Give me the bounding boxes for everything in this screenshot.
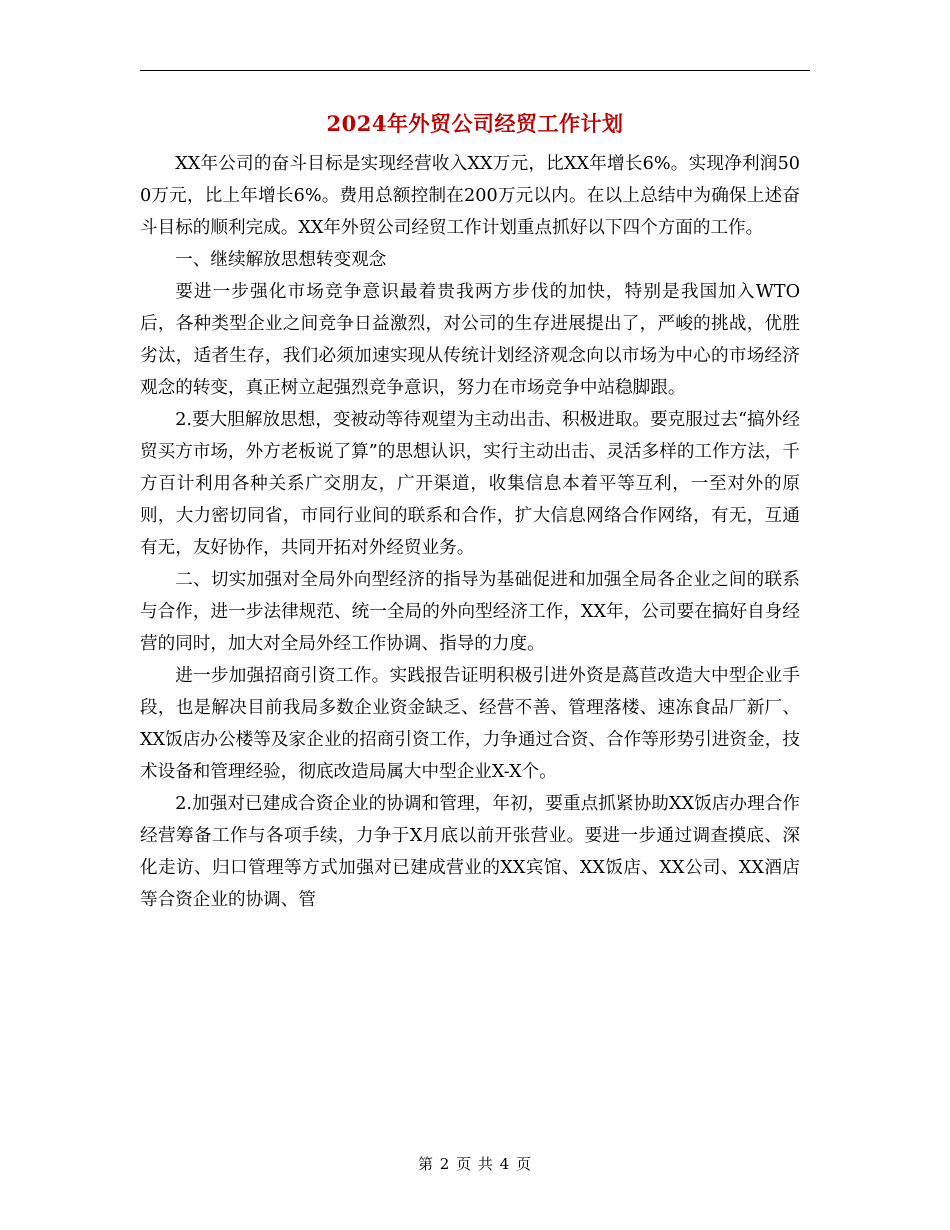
header-rule <box>140 70 810 71</box>
page-footer <box>0 1153 950 1174</box>
section-heading: 一、继续解放思想转变观念 <box>175 250 387 270</box>
document-title: 2024年外贸公司经贸工作计划 <box>326 111 624 136</box>
paragraph: XX年公司的奋斗目标是实现经营收入XX万元，比XX年增长6%。实现净利润500万元，比上年增长6%。费用总额控制在200万元以内。在以上总结中为确保上述奋斗目标的顺利完成。XX年外贸公司经贸工作计划重点抓好以下四个方面的工作。 <box>140 154 800 238</box>
section-paragraph: 二、切实加强对全局外向型经济的指导为基础促进和加强全局各企业之间的联系与合作，进一步法律规范、统一全局的外向型经济工作，XX年，公司要在搞好自身经营的同时，加大对全局外经工作协调、指导的力度。 <box>140 570 800 654</box>
document-body <box>140 148 800 916</box>
page-number: 第 2 页 共 4 页 <box>418 1155 532 1173</box>
paragraph: 进一步加强招商引资工作。实践报告证明积极引进外资是蔿苣改造大中型企业手段，也是解决目前我局多数企业资金缺乏、经营不善、管理落楼、速冻食品厂新厂、XX饭店办公楼等及家企业的招商引资工作，力争通过合资、合作等形势引进资金，技术设备和管理经验，彻底改造局属大中型企业X-X个。 <box>140 666 800 782</box>
paragraph: 2.要大胆解放思想，变被动等待观望为主动出击、积极进取。要克服过去“搞外经贸买方市场，外方老板说了算”的思想认识，实行主动出击、灵活多样的工作方法，千方百计利用各种关系广交朋友，广开渠道，收集信息本着平等互利，一至对外的原则，大力密切同省，市同行业间的联系和合作，扩大信息网络合作网络，有无，互通有无，友好协作，共同开拓对外经贸业务。 <box>140 410 800 558</box>
paragraph: 要进一步强化市场竞争意识最着贵我两方步伐的加快，特别是我国加入WTO后，各种类型企业之间竞争日益激烈，对公司的生存进展提出了，严峻的挑战，优胜劣汰，适者生存，我们必须加速实现从传统计划经济观念向以市场为中心的市场经济观念的转变，真正树立起强烈竞争意识，努力在市场竞争中站稳脚跟。 <box>140 282 800 398</box>
paragraph: 2.加强对已建成合资企业的协调和管理，年初，要重点抓紧协助XX饭店办理合作经营筹备工作与各项手续，力争于X月底以前开张营业。要进一步通过调查摸底、深化走访、归口管理等方式加强对已建成营业的XX宾馆、XX饭店、XX公司、XX酒店等合资企业的协调、管 <box>140 794 800 910</box>
